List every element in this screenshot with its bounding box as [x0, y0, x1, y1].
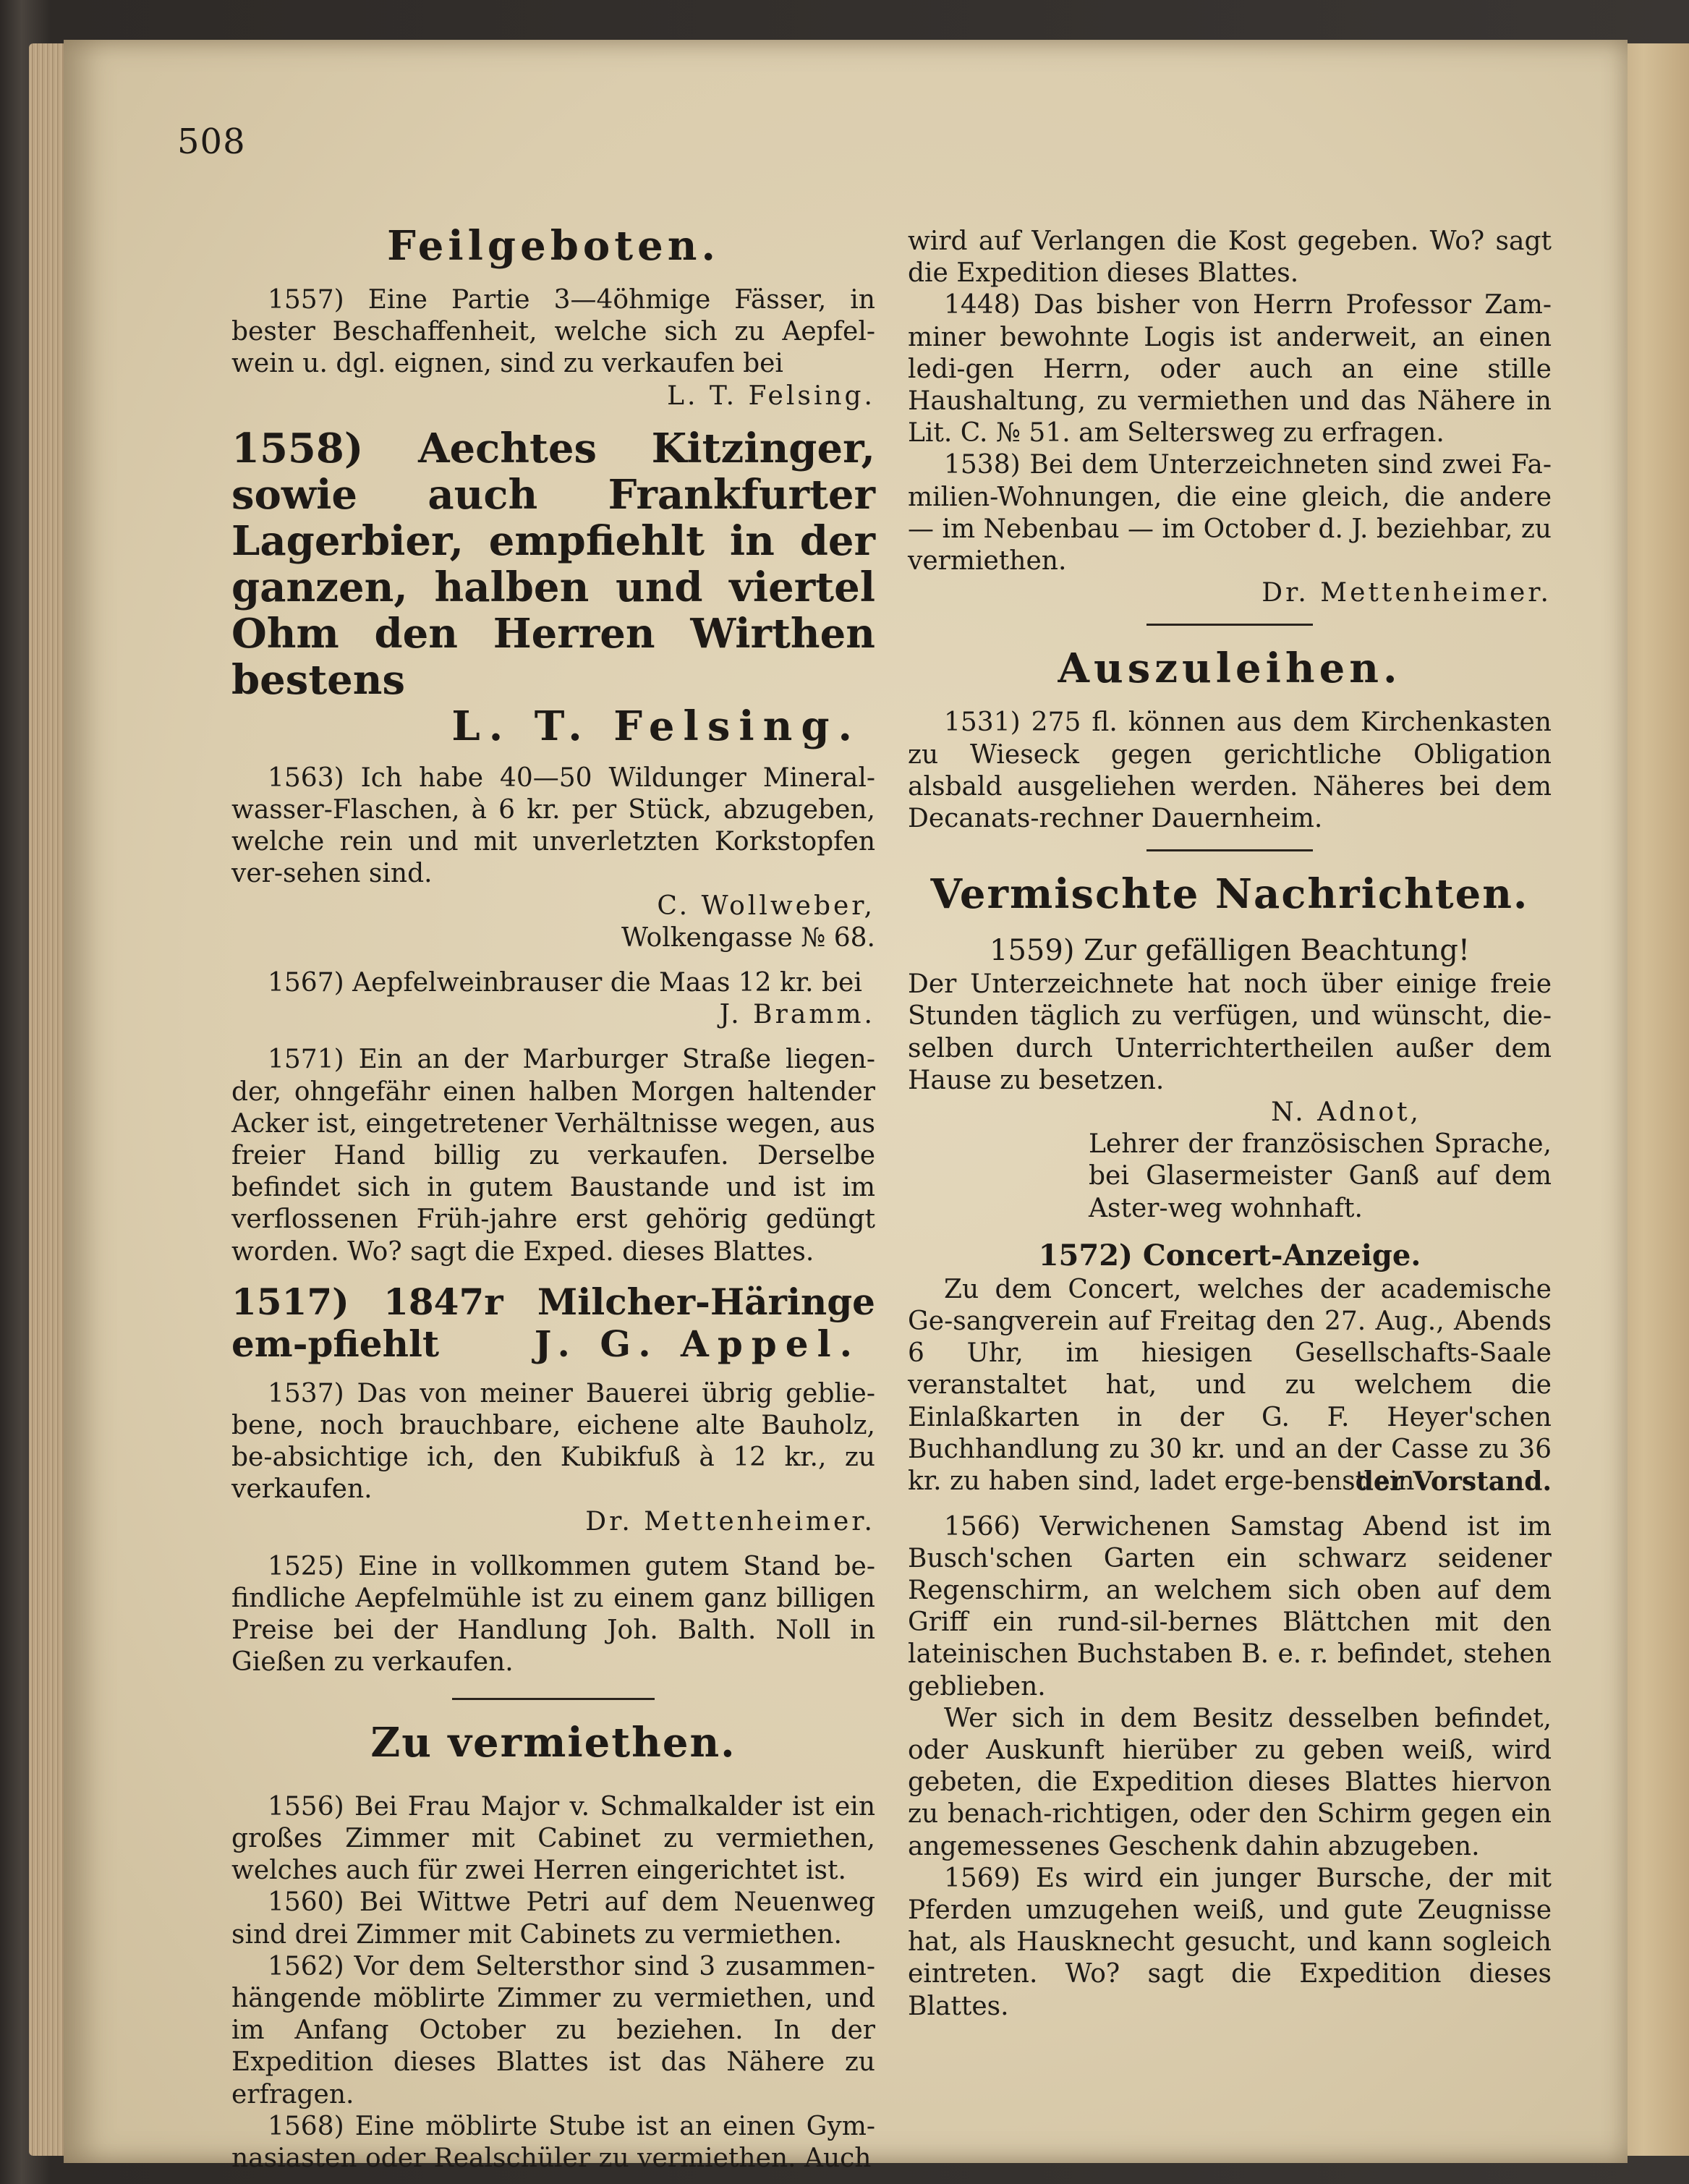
ad-1571: 1571) Ein an der Marburger Straße liegen-der, ohngefähr einen halben Morgen haltender Acker ist, eingetretener Verhältnisse wegen, aus freier Hand billig zu verkaufen. Derselbe befindet sich in gutem Baustande und ist im verflossenen Früh-jahre erst gehörig gedüngt worden. Wo? sagt die Exped. dieses Blattes.	[231, 1045, 875, 1267]
ad-1568: 1568) Eine möblirte Stube ist an einen Gym-nasiasten oder Realschüler zu vermiethen. Auch	[231, 2111, 875, 2173]
ad-1538-signature: Dr. Mettenheimer.	[1262, 578, 1552, 608]
section-heading-vermischte-nachrichten: Vermischte Nachrichten.	[930, 870, 1529, 919]
ad-1517-signature: J. G. Appel.	[534, 1322, 861, 1365]
ad-1563: 1563) Ich habe 40—50 Wildunger Mineral-wasser-Flaschen, à 6 kr. per Stück, abzugeben, welche rein und mit unverletzten Korkstopfen ver-sehen sind.	[231, 762, 875, 889]
ad-1567-signature: J. Bramm.	[719, 1000, 875, 1030]
section-heading-auszuleihen: Auszuleihen.	[1058, 645, 1402, 693]
ad-1563-signature-name: C. Wollweber,	[657, 891, 875, 921]
ad-1563-signature-address: Wolkengasse № 68.	[621, 922, 875, 953]
ad-1517: 1517) 1847r Milcher-Häringe em-pfiehlt	[231, 1280, 875, 1365]
section-divider	[452, 1698, 655, 1700]
ad-1566: 1566) Verwichenen Samstag Abend ist im Busch'schen Garten ein schwarz seidener Regenschirm, an welchem sich oben auf dem Griff ein rund-sil-bernes Blättchen mit den lateinischen Buchstaben B. e. r. befindet, stehen geblieben.	[908, 1511, 1552, 1701]
ad-1559-signature-detail: Lehrer der französischen Sprache, bei Glasermeister Ganß auf dem Aster-weg wohnhaft.	[1089, 1129, 1552, 1223]
ad-1531: 1531) 275 fl. können aus dem Kirchenkasten zu Wieseck gegen gerichtliche Obligation alsbald ausgeliehen werden. Näheres bei dem Decanats-rechner Dauernheim.	[908, 708, 1552, 834]
section-heading-feilgeboten: Feilgeboten.	[387, 222, 720, 270]
page-number: 508	[177, 122, 246, 162]
ad-1569: 1569) Es wird ein junger Bursche, der mit Pferden umzugehen weiß, und gute Zeugnisse hat, als Hausknecht gesucht, und kann sogleich eintreten. Wo? sagt die Expedition dieses Blattes.	[908, 1863, 1552, 2021]
ad-1557-signature: L. T. Felsing.	[667, 381, 875, 411]
section-heading-zu-vermiethen: Zu vermiethen.	[370, 1718, 736, 1767]
ad-1567: 1567) Aepfelweinbrauser die Maas 12 kr. bei	[268, 968, 862, 998]
ad-1568-continued: wird auf Verlangen die Kost gegeben. Wo? sagt die Expedition dieses Blattes.	[908, 226, 1552, 289]
ad-1557: 1557) Eine Partie 3—4öhmige Fässer, in bester Beschaffenheit, welche sich zu Aepfel-wein u. dgl. eignen, sind zu verkaufen bei	[231, 285, 875, 379]
ad-1572: Zu dem Concert, welches der academische Ge-sangverein auf Freitag den 27. Aug., Abends 6 Uhr, im hiesigen Gesellschafts-Saale veranstaltet hat, und zu welchem die Einlaßkarten in der G. F. Heyer'schen Buchhandlung zu 30 kr. und an der Casse zu 36 kr. zu haben sind, ladet erge-benst ein	[908, 1274, 1552, 1497]
right-column	[908, 226, 1552, 2023]
ad-1560: 1560) Bei Wittwe Petri auf dem Neuenweg sind drei Zimmer mit Cabinets zu vermiethen.	[231, 1887, 875, 1950]
ad-1566-continued: Wer sich in dem Besitz desselben befindet, oder Auskunft hierüber zu geben weiß, wird gebeten, die Expedition dieses Blattes hiervon zu benach-richtigen, oder den Schirm gegen ein angemessenes Geschenk dahin abzugeben.	[908, 1703, 1552, 1861]
ad-1525: 1525) Eine in vollkommen gutem Stand be-findliche Aepfelmühle ist zu einem ganz billigen Preise bei der Handlung Joh. Balth. Noll in Gießen zu verkaufen.	[231, 1551, 875, 1678]
ad-1559-heading: 1559) Zur gefälligen Beachtung!	[990, 934, 1470, 968]
ad-1538: 1538) Bei dem Unterzeichneten sind zwei Fa-milien-Wohnungen, die eine gleich, die andere — im Nebenbau — im October d. J. beziehbar, zu vermiethen.	[908, 450, 1552, 577]
ad-1537-signature: Dr. Mettenheimer.	[585, 1506, 875, 1537]
section-divider	[1146, 624, 1313, 626]
ad-1562: 1562) Vor dem Seltersthor sind 3 zusammen-hängende möblirte Zimmer zu vermiethen, und im Anfang October zu beziehen. In der Expedition dieses Blattes ist das Nähere zu erfragen.	[231, 1951, 875, 2109]
left-column	[231, 221, 875, 2175]
ad-1558: 1558) Aechtes Kitzinger, sowie auch Frankfurter Lagerbier, empfiehlt in der ganzen, halben und viertel Ohm den Herren Wirthen bestens	[231, 424, 875, 704]
ad-1537: 1537) Das von meiner Bauerei übrig geblie-bene, noch brauchbare, eichene alte Bauholz, be-absichtige ich, den Kubikfuß à 12 kr., zu verkaufen.	[231, 1378, 875, 1505]
ad-1572-signature: der Vorstand.	[1355, 1466, 1552, 1497]
ad-1559: Der Unterzeichnete hat noch über einige freie Stunden täglich zu verfügen, und wünscht, die-selben durch Unterrichtertheilen außer dem Hause zu besetzen.	[908, 969, 1552, 1095]
ad-1558-signature: L. T. Felsing.	[451, 702, 861, 750]
book-page-edges	[29, 43, 65, 2156]
section-divider	[1146, 849, 1313, 851]
ad-1556: 1556) Bei Frau Major v. Schmalkalder ist ein großes Zimmer mit Cabinet zu vermiethen, welches auch für zwei Herren eingerichtet ist.	[231, 1791, 875, 1886]
ad-1559-signature-name: N. Adnot,	[1271, 1097, 1421, 1128]
ad-1572-heading: 1572) Concert-Anzeige.	[1038, 1238, 1421, 1272]
ad-1448: 1448) Das bisher von Herrn Professor Zam-miner bewohnte Logis ist anderweit, an einen ledi-gen Herrn, oder auch an eine stille Haushaltung, zu vermiethen und das Nähere in Lit. C. № 51. am Seltersweg zu erfragen.	[908, 290, 1552, 449]
